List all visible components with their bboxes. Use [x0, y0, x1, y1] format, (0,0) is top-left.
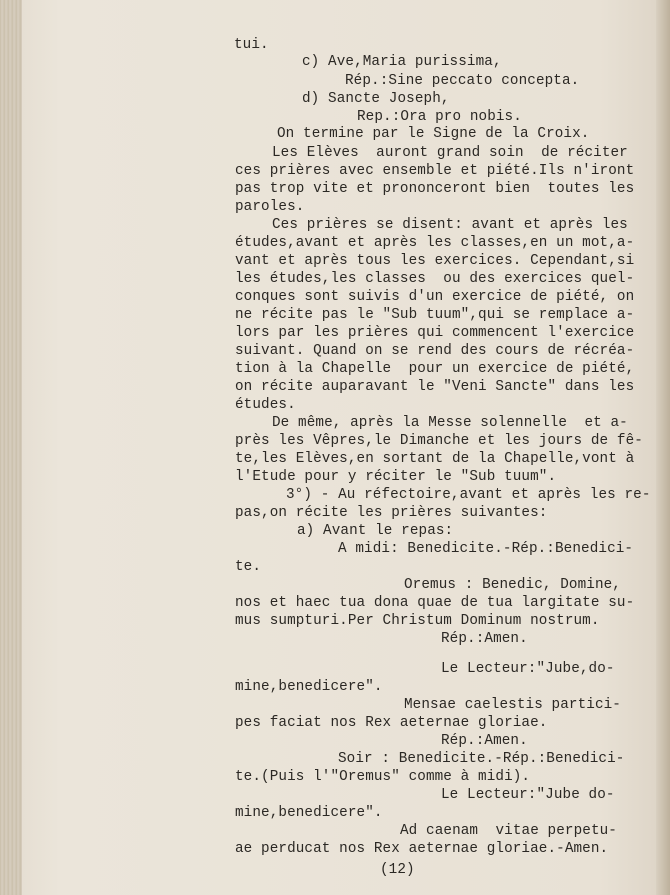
text-line: ne récite pas le "Sub tuum",qui se remplace a- — [235, 307, 635, 323]
text-line: études,avant et après les classes,en un mot,a- — [235, 235, 635, 251]
page-binding-edge — [0, 0, 22, 895]
text-line: Le Lecteur:"Jube do- — [441, 787, 615, 803]
text-line: études. — [235, 397, 296, 413]
text-line: Mensae caelestis partici- — [404, 697, 621, 713]
text-line: mus sumpturi.Per Christum Dominum nostrum. — [235, 613, 600, 629]
text-line: te.(Puis l'"Oremus" comme à midi). — [235, 769, 531, 785]
text-line: près les Vêpres,le Dimanche et les jours de fê- — [235, 433, 643, 449]
text-line: vant et après tous les exercices. Cependant,si — [235, 253, 635, 269]
text-line: mine,benedicere". — [235, 805, 383, 821]
text-line: suivant. Quand on se rend des cours de récréa- — [235, 343, 635, 359]
text-line: c) Ave,Maria purissima, — [302, 54, 502, 70]
text-line: A midi: Benedicite.-Rép.:Benedici- — [338, 541, 634, 557]
text-line: pes faciat nos Rex aeternae gloriae. — [235, 715, 548, 731]
text-line: Rép.:Amen. — [441, 733, 528, 749]
text-line: De même, après la Messe solennelle et a- — [272, 415, 628, 431]
text-line: mine,benedicere". — [235, 679, 383, 695]
text-line: l'Etude pour y réciter le "Sub tuum". — [235, 469, 557, 485]
text-line: tui. — [234, 37, 269, 53]
text-line: ae perducat nos Rex aeternae gloriae.-Amen. — [235, 841, 609, 857]
text-line: paroles. — [235, 199, 305, 215]
text-line: nos et haec tua dona quae de tua largitate su- — [235, 595, 635, 611]
text-line: Les Elèves auront grand soin de réciter — [272, 145, 628, 161]
text-line: Ces prières se disent: avant et après les — [272, 217, 628, 233]
text-line: pas,on récite les prières suivantes: — [235, 505, 548, 521]
text-line: te,les Elèves,en sortant de la Chapelle,vont à — [235, 451, 635, 467]
text-line: on récite auparavant le "Veni Sancte" dans les — [235, 379, 635, 395]
text-line: 3°) - Au réfectoire,avant et après les re- — [286, 487, 651, 503]
text-line: pas trop vite et prononceront bien toutes les — [235, 181, 635, 197]
text-line: a) Avant le repas: — [297, 523, 454, 539]
text-line: Soir : Benedicite.-Rép.:Benedici- — [338, 751, 625, 767]
text-line: On termine par le Signe de la Croix. — [277, 126, 590, 142]
text-line: Le Lecteur:"Jube,do- — [441, 661, 615, 677]
text-line: Ad caenam vitae perpetu- — [400, 823, 617, 839]
text-line: Rep.:Ora pro nobis. — [357, 109, 522, 125]
text-line: lors par les prières qui commencent l'exercice — [235, 325, 635, 341]
page-right-edge — [656, 0, 670, 895]
page-number: (12) — [380, 862, 415, 878]
text-line: Rép.:Amen. — [441, 631, 528, 647]
text-line: ces prières avec ensemble et piété.Ils n'iront — [235, 163, 635, 179]
text-line: les études,les classes ou des exercices quel- — [235, 271, 635, 287]
text-line: conques sont suivis d'un exercice de piété, on — [235, 289, 635, 305]
text-line: tion à la Chapelle pour un exercice de piété, — [235, 361, 635, 377]
text-line: d) Sancte Joseph, — [302, 91, 450, 107]
text-line: Rép.:Sine peccato concepta. — [345, 73, 580, 89]
text-line: Oremus : Benedic, Domine, — [404, 577, 621, 593]
text-line: te. — [235, 559, 262, 575]
